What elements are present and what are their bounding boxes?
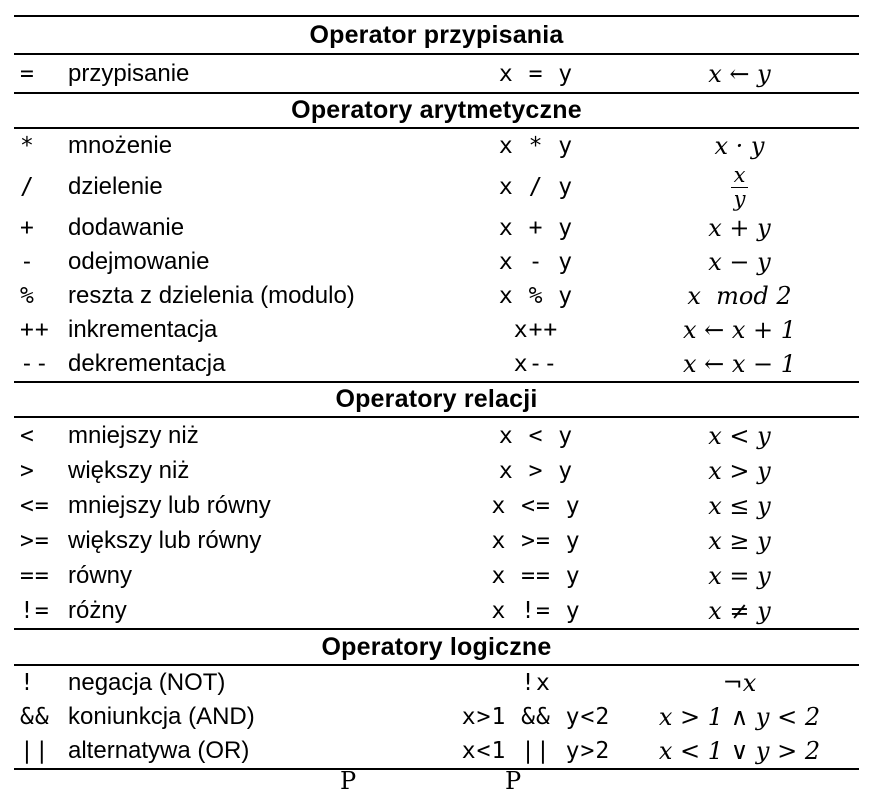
operator-code: x >= y <box>491 527 581 554</box>
operator-code: x>1 && y<2 <box>461 704 611 730</box>
operator-symbol: >= <box>20 527 50 554</box>
clipped-text-fragment: P <box>505 767 522 795</box>
operator-code: x <= y <box>491 492 581 519</box>
table-row <box>14 245 859 279</box>
operator-math: x ← y <box>708 59 771 88</box>
operator-math: x < 1 ∨ y > 2 <box>658 737 821 765</box>
operator-code: x++ <box>513 317 559 343</box>
operator-name: równy <box>68 561 133 589</box>
operator-symbol: <= <box>20 492 50 519</box>
operator-math: x ≠ y <box>708 596 771 625</box>
operator-symbol: -- <box>20 351 50 377</box>
operator-name: alternatywa (OR) <box>68 737 250 764</box>
section-header-relational: Operatory relacji <box>335 385 538 413</box>
operator-symbol: != <box>20 597 50 624</box>
operator-math: ¬x <box>722 669 757 697</box>
operator-math: x mod 2 <box>687 282 792 310</box>
operator-code: x == y <box>491 562 581 589</box>
operator-name: odejmowanie <box>68 248 210 275</box>
operator-symbol: % <box>20 283 35 309</box>
table-row <box>14 523 859 558</box>
table-row <box>14 129 859 163</box>
table-row <box>14 211 859 245</box>
table-row <box>14 55 859 92</box>
operator-symbol: ++ <box>20 317 50 343</box>
horizontal-rule <box>14 768 859 770</box>
operator-math: x − y <box>708 248 771 276</box>
operator-code: x - y <box>498 249 574 275</box>
table-row <box>14 488 859 523</box>
operator-name: inkrementacja <box>68 316 218 343</box>
table-row <box>14 163 859 211</box>
operator-symbol: + <box>20 215 35 241</box>
operator-symbol: < <box>20 422 35 449</box>
operator-symbol: = <box>20 60 35 87</box>
operator-code: x * y <box>498 133 574 159</box>
fraction-denominator: y <box>733 187 746 211</box>
clipped-text-fragment: P <box>340 767 357 795</box>
operator-symbol: > <box>20 457 35 484</box>
operator-name: mniejszy lub równy <box>68 491 271 519</box>
table-row <box>14 734 859 768</box>
operator-name: dzielenie <box>68 173 163 200</box>
operator-name: większy lub równy <box>68 526 262 554</box>
operator-code: x-- <box>513 351 559 377</box>
operator-math: x · y <box>714 132 765 160</box>
operator-name: mniejszy niż <box>68 421 199 449</box>
table-row <box>14 418 859 453</box>
section-header-assignment: Operator przypisania <box>309 20 564 49</box>
table-row <box>14 558 859 593</box>
operator-math: x ← x + 1 <box>682 316 797 344</box>
fraction-numerator: x <box>731 164 749 188</box>
operator-symbol: ! <box>20 670 35 696</box>
operator-math: x + y <box>708 214 771 242</box>
operator-code: x > y <box>498 457 574 484</box>
table-row <box>14 666 859 700</box>
table-row <box>14 279 859 313</box>
operator-name: mnożenie <box>68 132 173 159</box>
operator-code: x + y <box>498 215 574 241</box>
operator-name: dekrementacja <box>68 350 226 377</box>
table-row <box>14 453 859 488</box>
operator-code: x / y <box>498 174 574 200</box>
operator-code: x % y <box>498 283 574 309</box>
operator-symbol: == <box>20 562 50 589</box>
operator-name: przypisanie <box>68 59 190 87</box>
operator-name: reszta z dzielenia (modulo) <box>68 282 355 309</box>
operator-math: x ≤ y <box>708 491 771 520</box>
operator-name: większy niż <box>68 456 190 484</box>
operator-math: x < y <box>708 421 771 450</box>
math-fraction <box>620 164 859 210</box>
operator-symbol: / <box>20 174 35 200</box>
table-row <box>14 313 859 347</box>
table-row <box>14 347 859 381</box>
operator-name: negacja (NOT) <box>68 669 226 696</box>
operator-symbol: * <box>20 133 35 159</box>
section-header-arithmetic: Operatory arytmetyczne <box>291 96 582 124</box>
operator-math: x ← x − 1 <box>682 350 797 378</box>
operator-name: dodawanie <box>68 214 185 241</box>
operator-math: x > 1 ∧ y < 2 <box>658 703 821 731</box>
operator-math: x = y <box>708 561 771 590</box>
table-row <box>14 700 859 734</box>
operator-symbol: && <box>20 704 50 730</box>
operator-symbol: - <box>20 249 35 275</box>
operator-code: x != y <box>491 597 581 624</box>
operators-table <box>14 15 859 770</box>
section-header-logical: Operatory logiczne <box>321 632 552 661</box>
operator-code: x<1 || y>2 <box>461 738 611 764</box>
operator-math: x ≥ y <box>708 526 771 555</box>
operator-name: koniunkcja (AND) <box>68 703 255 730</box>
operator-code: !x <box>521 670 551 696</box>
operator-code: x = y <box>498 60 574 87</box>
table-row <box>14 593 859 628</box>
operator-code: x < y <box>498 422 574 449</box>
operator-math: x > y <box>708 456 771 485</box>
operator-name: różny <box>68 596 127 624</box>
operator-symbol: || <box>20 738 50 764</box>
